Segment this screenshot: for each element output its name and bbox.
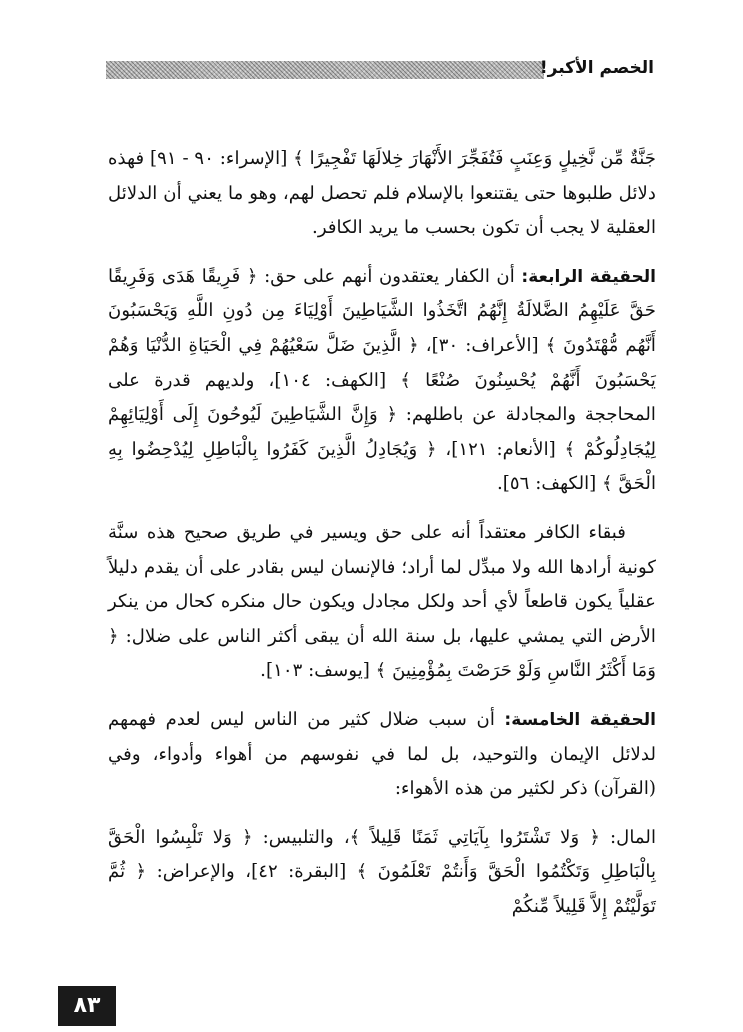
header-decorative-band [106,61,544,79]
paragraph-text: المال: ﴿ وَلا تَشْتَرُوا بِآيَاتِي ثَمَنًا قَلِيلاً ﴾، والتلبيس: ﴿ وَلا تَلْبِسُوا الْحَقَّ بِالْبَاطِلِ وَتَكْتُمُوا الْحَقَّ وَأَنتُمْ تَعْلَمُونَ ﴾ [البقرة: ٤٢]، والإعراض: ﴿ ثُمَّ تَوَلَّيْتُمْ إِلاَّ قَلِيلاً مِّنكُمْ [108,826,657,917]
page-body [108,142,656,938]
paragraph-text: أن سبب ضلال كثير من الناس ليس لعدم فهمهم لدلائل الإيمان والتوحيد، بل لما في نفوسهم من أهواء وأدواء، وفي (القرآن) ذكر لكثير من هذه الأهواء: [108,708,656,800]
paragraph-2 [108,260,656,502]
paragraph-4 [108,703,656,807]
section-heading-fourth-fact: الحقيقة الرابعة: [521,266,656,287]
paragraph-text: أن الكفار يعتقدون أنهم على حق: ﴿ فَرِيقًا هَدَى وَفَرِيقًا حَقَّ عَلَيْهِمُ الضَّلالَةُ إِنَّهُمُ اتَّخَذُوا الشَّيَاطِينَ أَوْلِيَاءَ مِن دُونِ اللَّهِ وَيَحْسَبُونَ أَنَّهُم مُّهْتَدُونَ ﴾ [الأعراف: ٣٠]، ﴿ الَّذِينَ ضَلَّ سَعْيُهُمْ فِي الْحَيَاةِ الدُّنْيَا وَهُمْ يَحْسَبُونَ أَنَّهُمْ يُحْسِنُونَ صُنْعًا ﴾ [الكهف: ١٠٤]، ولديهم قدرة على المحاججة والمجادلة عن باطلهم: ﴿ وَإِنَّ الشَّيَاطِينَ لَيُوحُونَ إِلَى أَوْلِيَائِهِمْ لِيُجَادِلُوكُمْ ﴾ [الأنعام: ١٢١]، ﴿ وَيُجَادِلُ الَّذِينَ كَفَرُوا بِالْبَاطِلِ لِيُدْحِضُوا بِهِ الْحَقَّ ﴾ [الكهف: ٥٦]. [108,265,656,495]
running-title: الخصم الأكبر! [539,58,654,78]
paragraph-1 [108,142,656,246]
paragraph-3 [108,516,656,689]
paragraph-text: جَنَّةٌ مِّن نَّخِيلٍ وَعِنَبٍ فَتُفَجِّرَ الأَنْهَارَ خِلالَهَا تَفْجِيرًا ﴾ [الإسراء: ٩٠ - ٩١] فهذه دلائل طلبوها حتى يقتنعوا بالإسلام فلم تحصل لهم، وهو ما يعني أن الدلائل العقلية لا يجب أن تكون بحسب ما يريد الكافر. [108,148,656,239]
paragraph-text: فبقاء الكافر معتقداً أنه على حق ويسير في طريق صحيح هذه سنَّة كونية أرادها الله ولا مبدِّل لما أراد؛ فالإنسان ليس بقادر على أن يقدم دليلاً عقلياً يكون قاطعاً لأي أحد ولكل مجادل ويكون حال منكره كحال من ينكر الأرض التي يمشي عليها، بل سنة الله أن يبقى أكثر الناس على ضلال: ﴿ وَمَا أَكْثَرُ النَّاسِ وَلَوْ حَرَصْتَ بِمُؤْمِنِينَ ﴾ [يوسف: ١٠٣]. [108,521,656,682]
page-number: ٨٣ [58,986,116,1026]
running-header [106,58,654,84]
section-heading-fifth-fact: الحقيقة الخامسة: [504,709,656,730]
paragraph-5 [108,821,656,925]
